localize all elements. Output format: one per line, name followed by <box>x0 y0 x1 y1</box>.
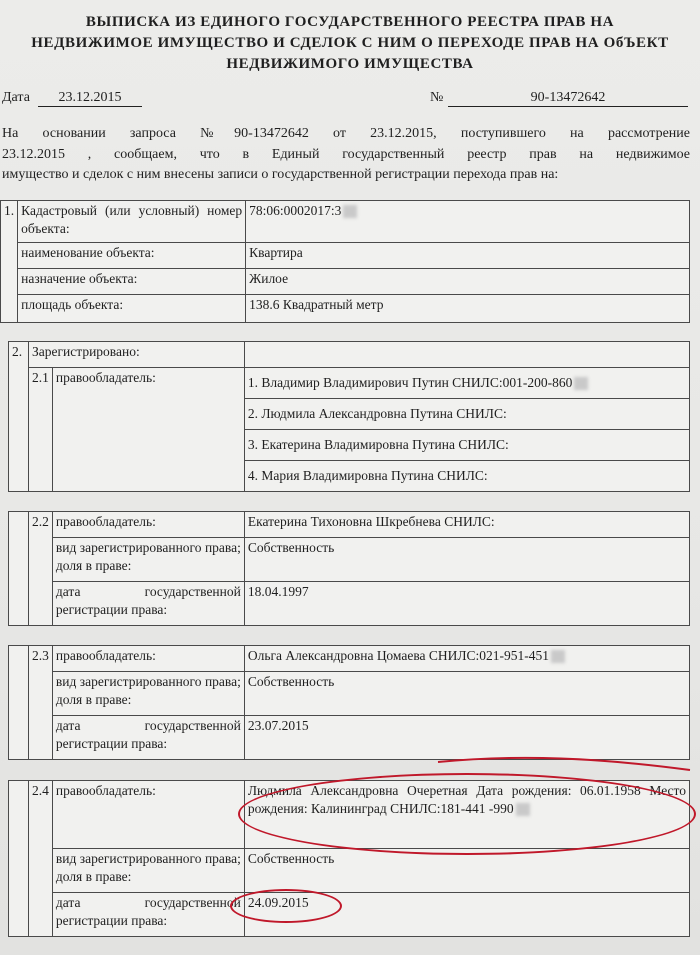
entry-2-2-right-label: вид зарегистрированного права; доля в праве: <box>52 538 244 582</box>
holder-1-text: 1. Владимир Владимирович Путин СНИЛС:001-200-860 <box>247 375 573 390</box>
entry-2-4-holder-value: Людмила Александровна Очеретная Дата рождения: 06.01.1958 Место рождения: Калининград СНИЛС:181-441 -990 <box>247 783 686 816</box>
intro-line-1: На основании запроса №90-13472642 от 23.12.2015, поступившего на рассмотрение <box>2 126 690 141</box>
title-line-2: НЕДВИЖИМОЕ ИМУЩЕСТВО И СДЕЛОК С НИМ О ПЕРЕХОДЕ ПРАВ НА ОбЪЕКТ <box>31 35 669 51</box>
entry-2-1-holder-label: правообладатель: <box>52 368 244 492</box>
object-area-value: 138.6 Квадратный метр <box>246 295 690 323</box>
entry-2-4-date-value: 24.09.2015 <box>244 893 689 937</box>
cadastral-value: 78:06:0002017:3 <box>249 203 342 218</box>
object-name-label: наименование объекта: <box>18 243 246 269</box>
entry-2-1-number: 2.1 <box>29 368 53 492</box>
date-label: Дата <box>2 90 30 105</box>
entry-2-4-right-value: Собственность <box>244 849 689 893</box>
object-area-label: площадь объекта: <box>18 295 246 323</box>
entry-2-2-date-value: 18.04.1997 <box>244 582 689 626</box>
object-name-value: Квартира <box>246 243 690 269</box>
entry-2-2-number: 2.2 <box>29 512 53 626</box>
title-line-3: НЕДВИЖИМОГО ИМУЩЕСТВА <box>226 56 474 72</box>
intro-line-3: имущество и сделок с ним внесены записи о государственной регистрации перехода прав на: <box>2 167 559 182</box>
entry-2-4-right-label: вид зарегистрированного права; доля в праве: <box>52 849 244 893</box>
number-value: 90-13472642 <box>448 90 688 107</box>
entry-2-3-number: 2.3 <box>29 646 53 760</box>
annotation-stroke <box>438 758 690 770</box>
registered-label: Зарегистрировано: <box>29 342 245 368</box>
title-line-1: ВЫПИСКА ИЗ ЕДИНОГО ГОСУДАРСТВЕННОГО РЕЕСТРА ПРАВ НА <box>85 14 615 30</box>
object-purpose-label: назначение объекта: <box>18 269 246 295</box>
holder-4: 4. Мария Владимировна Путина СНИЛС: <box>247 468 488 483</box>
section-1-number: 1. <box>1 201 18 323</box>
entry-2-2-right-value: Собственность <box>244 538 689 582</box>
section-2-number: 2. <box>9 342 29 492</box>
entry-2-4-date-label: дата государственной регистрации права: <box>52 893 244 937</box>
cadastral-label: Кадастровый (или условный) номер объекта: <box>18 201 246 243</box>
entry-2-3-holder-label: правообладатель: <box>52 646 244 672</box>
entry-2-3-date-label: дата государственной регистрации права: <box>52 716 244 760</box>
entry-2-2-date-label: дата государственной регистрации права: <box>52 582 244 626</box>
date-value: 23.12.2015 <box>38 90 142 107</box>
holder-3: 3. Екатерина Владимировна Путина СНИЛС: <box>245 430 689 461</box>
object-purpose-value: Жилое <box>246 269 690 295</box>
entry-2-2-holder-value: Екатерина Тихоновна Шкребнева СНИЛС: <box>244 512 689 538</box>
holder-2: 2. Людмила Александровна Путина СНИЛС: <box>245 399 689 430</box>
intro-line-2: 23.12.2015 , сообщаем, что в Единый государственный реестр прав на недвижимое <box>2 146 690 162</box>
entry-2-4-number: 2.4 <box>29 781 53 937</box>
entry-2-4-holder-label: правообладатель: <box>52 781 244 849</box>
entry-2-3-date-value: 23.07.2015 <box>244 716 689 760</box>
entry-2-3-holder-value: Ольга Александровна Цомаева СНИЛС:021-951-451 <box>247 648 550 663</box>
entry-2-2-holder-label: правообладатель: <box>52 512 244 538</box>
entry-2-3-right-label: вид зарегистрированного права; доля в праве: <box>52 672 244 716</box>
number-label: № <box>430 90 444 105</box>
entry-2-3-right-value: Собственность <box>244 672 689 716</box>
